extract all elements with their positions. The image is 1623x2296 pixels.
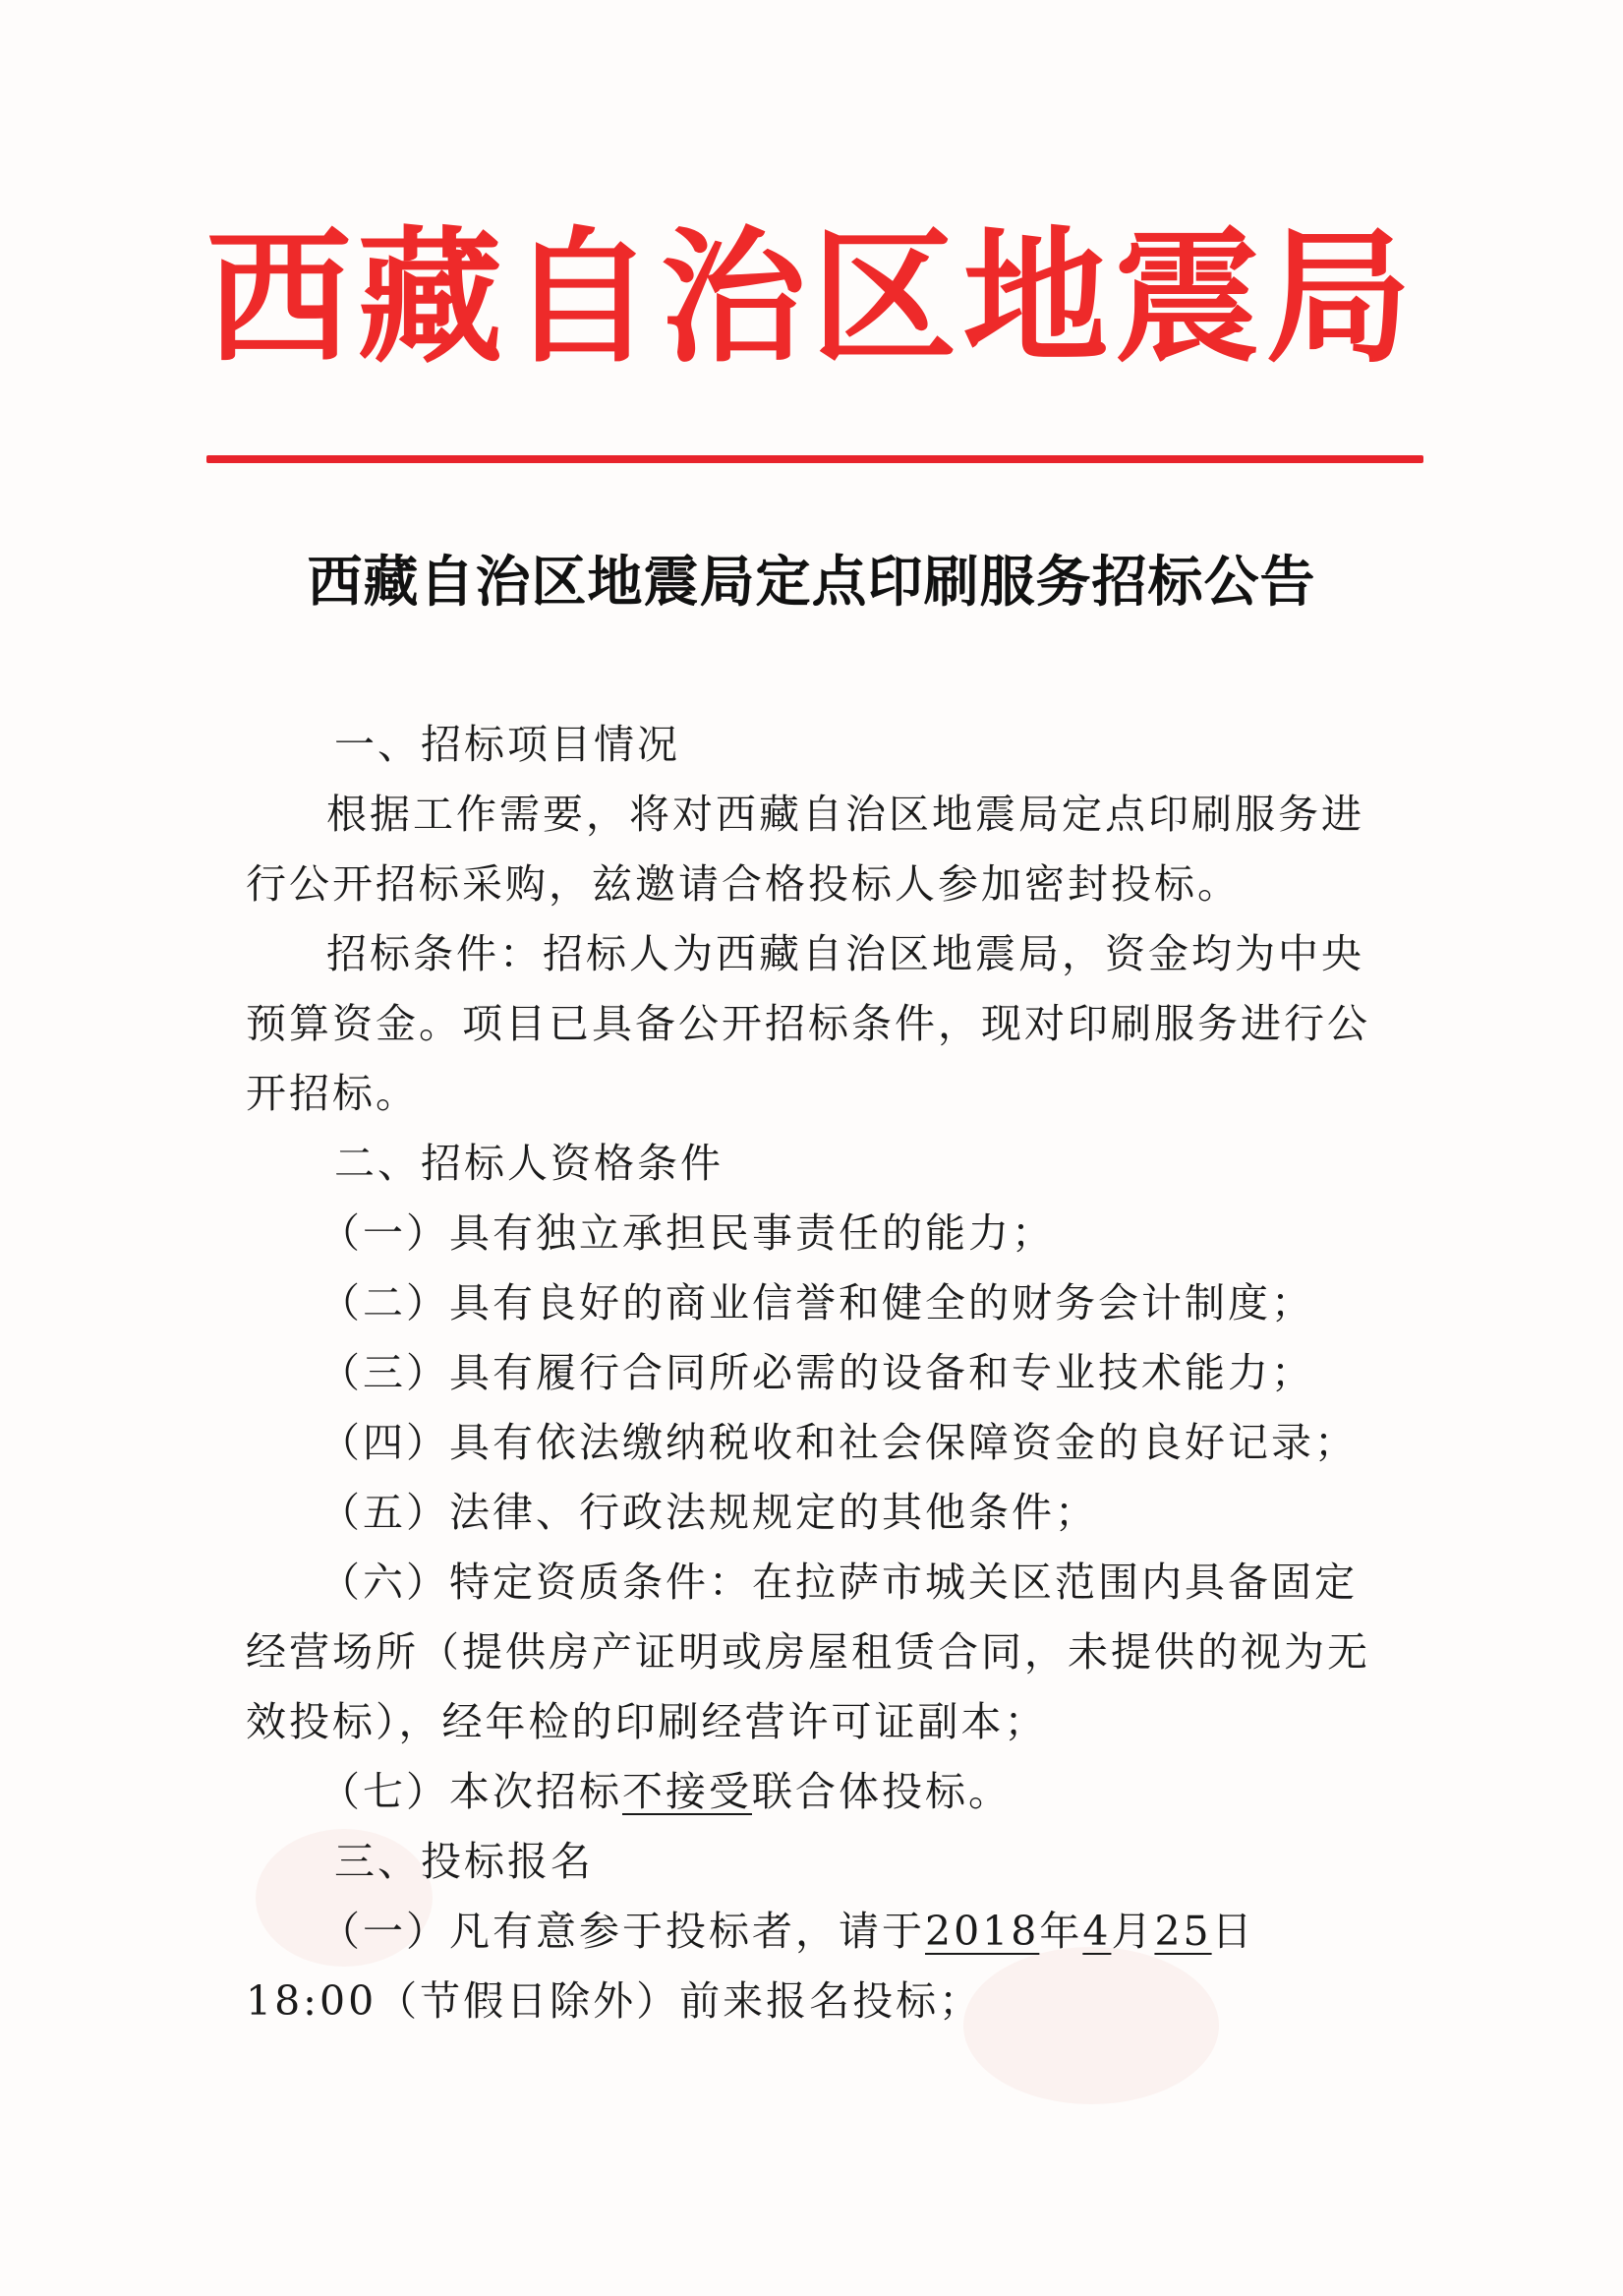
letterhead-org-name: 西藏自治区地震局 <box>205 211 1418 383</box>
document-body <box>246 710 1386 2036</box>
deadline-day: 25 <box>1154 1908 1212 1955</box>
list-item: （二）具有良好的商业信誉和健全的财务会计制度； <box>319 1279 1314 1326</box>
year-unit: 年 <box>1039 1908 1083 1955</box>
deadline-month: 4 <box>1082 1908 1112 1955</box>
document-title: 西藏自治区地震局定点印刷服务招标公告 <box>307 550 1316 615</box>
item-text: 联合体投标。 <box>752 1768 1012 1815</box>
day-unit: 日 <box>1211 1908 1255 1955</box>
deadline-year: 2018 <box>925 1908 1040 1955</box>
list-item <box>246 1897 1386 2036</box>
month-unit: 月 <box>1111 1908 1155 1955</box>
list-item: （六）特定资质条件：在拉萨市城关区范围内具备固定经营场所（提供房产证明或房屋租赁合同，未提供的视为无效投标），经年检的印刷经营许可证副本； <box>246 1559 1370 1745</box>
section-heading-1: 一、招标项目情况 <box>334 721 680 768</box>
item-text: （节假日除外）前来报名投标； <box>377 1977 983 2025</box>
item-text: （一）凡有意参于投标者，请于 <box>319 1908 925 1955</box>
paragraph: 招标条件：招标人为西藏自治区地震局，资金均为中央预算资金。项目已具备公开招标条件，现对印刷服务进行公开招标。 <box>246 930 1370 1117</box>
list-item: （三）具有履行合同所必需的设备和专业技术能力； <box>319 1349 1314 1396</box>
list-item: （五）法律、行政法规规定的其他条件； <box>319 1489 1098 1536</box>
list-item: （一）具有独立承担民事责任的能力； <box>319 1209 1055 1257</box>
deadline-time: 18:00 <box>246 1977 377 2025</box>
section-heading-3: 三、投标报名 <box>334 1838 594 1885</box>
underlined-text: 不接受 <box>622 1768 752 1815</box>
letterhead-red-rule <box>206 455 1423 463</box>
list-item <box>246 1757 1386 1827</box>
list-item: （四）具有依法缴纳税收和社会保障资金的良好记录； <box>319 1419 1358 1466</box>
item-text: （七）本次招标 <box>319 1768 622 1815</box>
paragraph: 根据工作需要，将对西藏自治区地震局定点印刷服务进行公开招标采购，兹邀请合格投标人参加密封投标。 <box>246 791 1364 908</box>
section-heading-2: 二、招标人资格条件 <box>334 1140 724 1187</box>
